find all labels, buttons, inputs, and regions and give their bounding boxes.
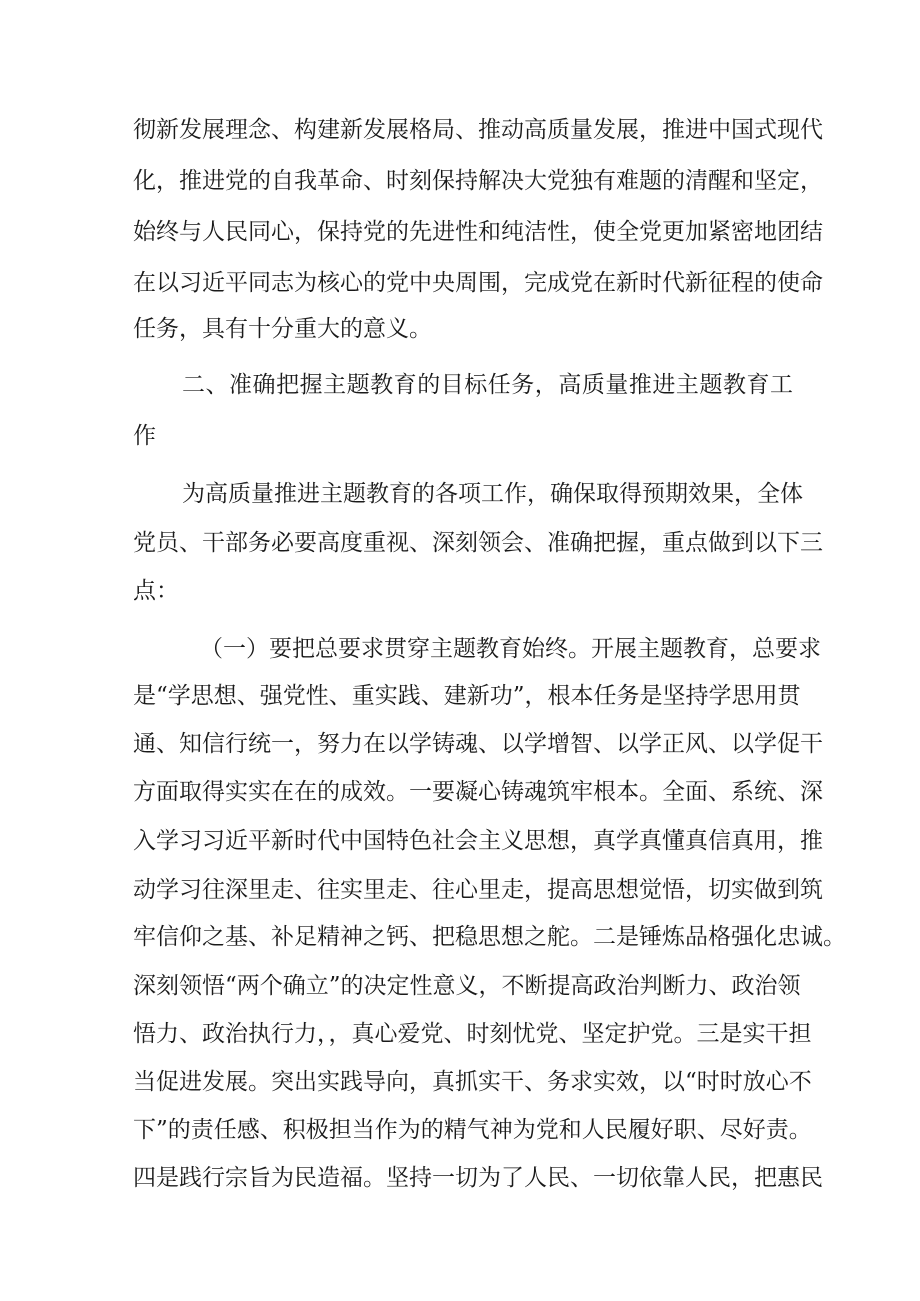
body-text-line: （一）要把总要求贯穿主题教育始终。开展主题教育，总要求 <box>200 636 821 662</box>
body-text-line: 牢信仰之基、补足精神之钙、把稳思想之舵。二是锤炼品格强化忠诚。 <box>133 924 846 950</box>
section-heading: 二、准确把握主题教育的目标任务，高质量推进主题教育工 <box>182 372 793 398</box>
section-heading-continuation: 作 <box>133 423 156 449</box>
body-text-line: 彻新发展理念、构建新发展格局、推动高质量发展，推进中国式现代 <box>133 117 823 143</box>
body-text-line: 动学习往深里走、往实里走、往心里走，提高思想觉悟，切实做到筑 <box>133 877 823 903</box>
body-text-line: 化，推进党的自我革命、时刻保持解决大党独有难题的清醒和坚定， <box>133 168 823 194</box>
body-text-line: 当促进发展。突出实践导向，真抓实干、务求实效，以“时时放心不 <box>133 1069 812 1095</box>
body-text-line: 通、知信行统一，努力在以学铸魂、以学增智、以学正风、以学促干 <box>133 731 823 757</box>
body-text-line: 四是践行宗旨为民造福。坚持一切为了人民、一切依靠人民，把惠民 <box>133 1165 823 1191</box>
body-text-line: 党员、干部务必要高度重视、深刻领会、准确把握，重点做到以下三 <box>133 530 823 556</box>
body-text-line: 入学习习近平新时代中国特色社会主义思想，真学真懂真信真用，推 <box>133 828 823 854</box>
body-text-line: 始终与人民同心，保持党的先进性和纯洁性，使全党更加紧密地团结 <box>133 219 823 245</box>
body-text-line: 为高质量推进主题教育的各项工作，确保取得预期效果，全体 <box>182 481 803 507</box>
body-text-line: 方面取得实实在在的成效。一要凝心铸魂筑牢根本。全面、系统、深 <box>133 779 823 805</box>
body-text-line: 在以习近平同志为核心的党中央周围，完成党在新时代新征程的使命 <box>133 270 823 296</box>
body-text-line: 深刻领悟“两个确立”的决定性意义，不断提高政治判断力、政治领 <box>133 973 801 999</box>
body-text-line: 悟力、政治执行力，，真心爱党、时刻忧党、坚定护党。三是实干担 <box>133 1021 812 1047</box>
body-text-line: 任务，具有十分重大的意义。 <box>133 316 432 342</box>
body-text-line: 点： <box>133 578 179 604</box>
body-text-line: 是“学思想、强党性、重实践、建新功”，根本任务是坚持学思用贯 <box>133 683 801 709</box>
body-text-line: 下”的责任感、积极担当作为的精气神为党和人民履好职、尽好责。 <box>133 1117 812 1143</box>
